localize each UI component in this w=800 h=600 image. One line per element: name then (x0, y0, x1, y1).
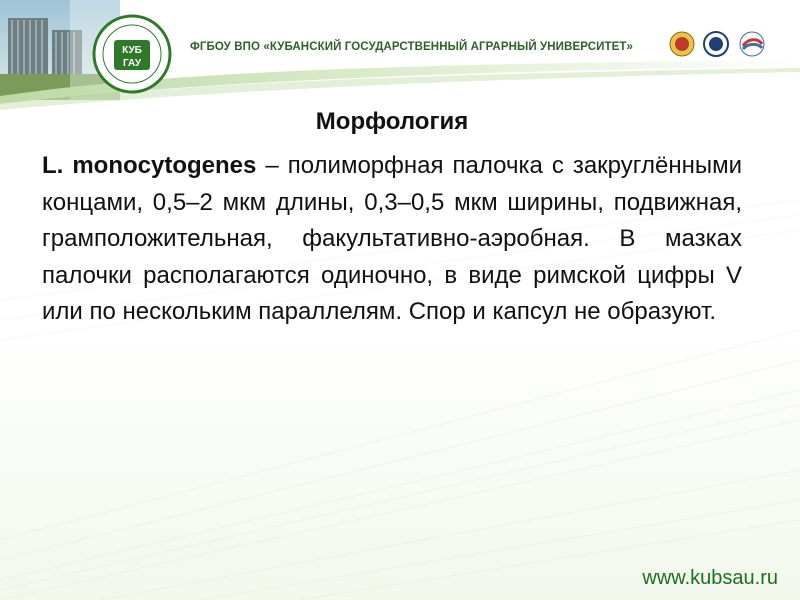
body-paragraph (42, 148, 742, 331)
crest-emblem-icon (668, 30, 696, 58)
species-name: L. monocytogenes (42, 152, 257, 179)
svg-text:КУБ: КУБ (122, 45, 142, 56)
globe-emblem-icon (738, 30, 766, 58)
paragraph-text: – полиморфная палочка с закруглёнными концами, 0,5–2 мкм длины, 0,3–0,5 мкм ширины, подвижная, грамположительная, факультативно-аэробная. В мазках палочки располагаются одиночно, в виде римской цифры V или по нескольким параллелям. Спор и капсул не образуют. (42, 152, 742, 325)
org-title: ФГБОУ ВПО «КУБАНСКИЙ ГОСУДАРСТВЕННЫЙ АГРАРНЫЙ УНИВЕРСИТЕТ» (190, 41, 633, 53)
university-logo (92, 14, 172, 94)
footer-url: www.kubsau.ru (642, 567, 778, 589)
shield-emblem-icon (702, 30, 730, 58)
svg-text:ГАУ: ГАУ (122, 58, 142, 69)
slide-title: Морфология (315, 108, 469, 135)
